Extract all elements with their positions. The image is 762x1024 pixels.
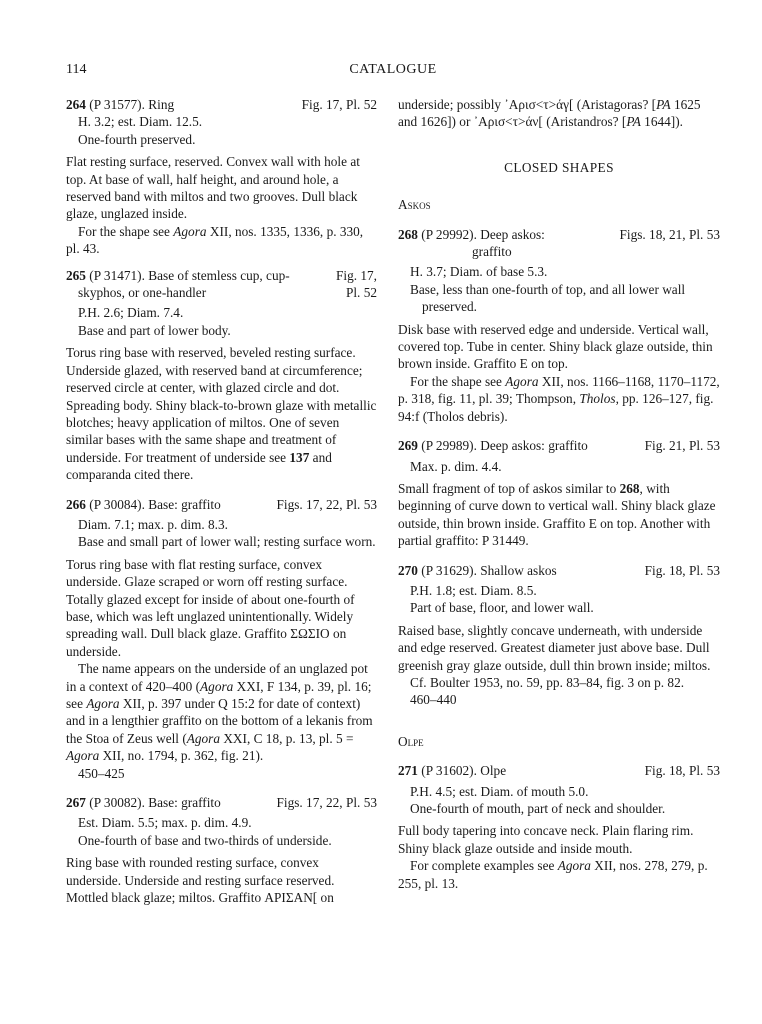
entry-271-heading: 271 (P 31602). Olpe Fig. 18, Pl. 53	[398, 763, 720, 779]
entry-268-dimensions: H. 3.7; Diam. of base 5.3.	[410, 264, 548, 280]
entry-270-description: Raised base, slightly concave underneath, with underside and edge reserved. Greatest diameter just above base. Dull greenish gray glaze outside, dull thin brown inside; miltos.	[398, 622, 711, 673]
entry-271-reference: For complete examples see Agora XII, nos. 278, 279, p. 255, pl. 13.	[398, 858, 708, 891]
entry-271-description: Full body tapering into concave neck. Plain flaring rim. Shiny black glaze outside and inside mouth.	[398, 823, 694, 856]
entry-271-dimensions: P.H. 4.5; est. Diam. of mouth 5.0.	[410, 783, 589, 799]
entry-266-heading: 266 (P 30084). Base: graffito Figs. 17, 22, Pl. 53	[66, 496, 377, 512]
entry-264-reference: For the shape see Agora XII, nos. 1335, 1336, p. 330, pl. 43.	[66, 223, 364, 257]
entry-265-dimensions: P.H. 2.6; Diam. 7.4.	[78, 305, 184, 321]
section-title: CLOSED SHAPES	[504, 159, 614, 175]
entry-270-dimensions: P.H. 1.8; est. Diam. 8.5.	[410, 582, 537, 598]
entry-266-preservation: Base and small part of lower wall; resting surface worn.	[78, 534, 376, 550]
entry-268-heading-line2: graffito	[472, 244, 512, 260]
entry-269-dimensions: Max. p. dim. 4.4.	[410, 458, 502, 474]
entry-266-note: The name appears on the underside of an unglazed pot in a context of 420–400 (Agora XXI, F 134, p. 39, pl. 16; see Agora XII, p. 397 under Q 15:2 for date of context) and in a lengthier graffito on the bottom of a lekanis from the Stoa of Zeus well (Agora XXI, C 18, p. 13, pl. 5 = Agora XII, no. 1794, p. 362, fig. 21).	[66, 661, 373, 764]
entry-264-preservation: One-fourth preserved.	[78, 131, 196, 147]
running-title: CATALOGUE	[349, 62, 437, 77]
graffito-ligature-icon: Ε	[588, 515, 597, 531]
entry-267-description: Ring base with rounded resting surface, convex underside. Underside and resting surface reserved. Mottled black glaze; miltos. Graffito ΑΡΙΣΑΝ[ on	[66, 855, 335, 906]
graffito-sosio: ΣΩΣΙΟ	[290, 626, 330, 642]
page-number: 114	[66, 62, 87, 77]
graffito-ligature-icon: Ε	[519, 356, 528, 372]
subsection-olpe: Olpe	[398, 733, 424, 749]
entry-264-dimensions: H. 3.2; est. Diam. 12.5.	[78, 114, 203, 130]
entry-264-heading: 264 (P 31577). Ring Fig. 17, Pl. 52	[66, 97, 377, 112]
entry-268-heading: 268 (P 29992). Deep askos: Figs. 18, 21, Pl. 53	[398, 226, 720, 242]
entry-267-dimensions: Est. Diam. 5.5; max. p. dim. 4.9.	[78, 815, 252, 831]
entry-265-description: Torus ring base with reserved, beveled resting surface. Underside glazed, with reserved band at circumference; reserved circle at center, with glazed circle and dot. Spreading body. Shiny black-to-brown glaze with metallic blotches; heavy application of miltos. One of seven similar bases with the same shape and treatment of underside. For treatment of underside see 137 and comparanda cited there.	[66, 345, 377, 483]
entry-266-description: Torus ring base with flat resting surface, convex underside. Glaze scraped or worn off resting surface. Totally glazed except for inside of about one-fourth of base, which was left unglazed unintentionally. Widely spreading wall. Dull black glaze. Graffito ΣΩΣΙΟ on underside.	[66, 556, 355, 659]
entry-264-description: Flat resting surface, reserved. Convex wall with hole at top. At base of wall, half height, and around hole, a reserved band with miltos and two grooves. Dull black glaze, unglazed inside.	[66, 154, 360, 222]
entry-268-description: Disk base with reserved edge and underside. Vertical wall, covered top. Tube in center. Shiny black glaze outside, thin brown inside. Graffito Ε on top.	[398, 321, 713, 372]
graffito-arisan: ΑΡΙΣΑΝ[	[264, 890, 318, 906]
left-column	[66, 96, 377, 906]
entry-270-reference: Cf. Boulter 1953, no. 59, pp. 83–84, fig. 3 on p. 82.	[410, 674, 685, 690]
entry-270-heading: 270 (P 31629). Shallow askos Fig. 18, Pl. 53	[398, 562, 720, 578]
entry-266-dimensions: Diam. 7.1; max. p. dim. 8.3.	[78, 516, 228, 532]
entry-265-heading: 265 (P 31471). Base of stemless cup, cup- Fig. 17,	[66, 267, 377, 283]
entry-267-heading: 267 (P 30082). Base: graffito Figs. 17, 22, Pl. 53	[66, 795, 377, 811]
running-header	[66, 62, 720, 82]
entry-269-heading: 269 (P 29989). Deep askos: graffito Fig. 21, Pl. 53	[398, 438, 720, 454]
subsection-askos: Askos	[398, 197, 431, 213]
entry-265-heading-line2: skyphos, or one-handler Pl. 52	[78, 285, 377, 301]
entry-268-reference: For the shape see Agora XII, nos. 1166–1168, 1170–1172, p. 318, fig. 11, pl. 39; Thompson, Tholos, pp. 126–127, fig. 94:f (Tholos debris).	[398, 373, 720, 424]
entry-270-preservation: Part of base, floor, and lower wall.	[410, 600, 594, 616]
entry-271-preservation: One-fourth of mouth, part of neck and shoulder.	[410, 801, 666, 816]
right-column	[398, 96, 720, 892]
entry-268-preservation: Base, less than one-fourth of top, and all lower wall preserved.	[410, 281, 686, 315]
entry-267-continuation: underside; possibly ᾿Αρισ<τ>άγ[ (Aristagoras? [PA 1625 and 1626]) or ᾿Αρισ<τ>άν[ (Aristandros? [PA 1644]).	[398, 97, 701, 130]
entry-267-preservation: One-fourth of base and two-thirds of underside.	[78, 832, 332, 848]
entry-266-date: 450–425	[78, 765, 125, 781]
entry-265-preservation: Base and part of lower body.	[78, 322, 231, 338]
entry-269-description: Small fragment of top of askos similar to 268, with beginning of curve down to vertical wall. Shiny black glaze outside, thin brown inside. Graffito Ε on top. Another with partial graffito: P 31449.	[398, 480, 716, 549]
entry-270-date: 460–440	[410, 692, 457, 708]
